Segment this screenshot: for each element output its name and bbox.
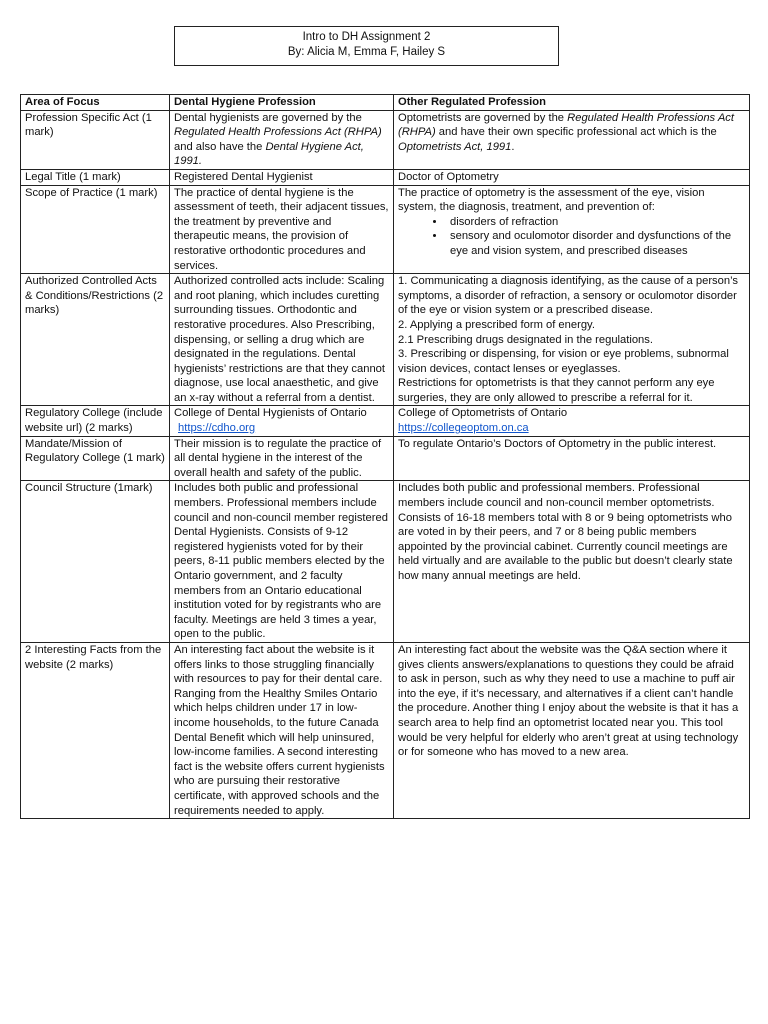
row-label: Mandate/Mission of Regulatory College (1 mark)	[21, 436, 170, 481]
opt-scope-cell	[394, 185, 750, 274]
row-label: Profession Specific Act (1 mark)	[21, 110, 170, 169]
row-label: Authorized Controlled Acts & Conditions/Restrictions (2 marks)	[21, 274, 170, 406]
document-authors: By: Alicia M, Emma F, Hailey S	[287, 46, 446, 58]
table-row-facts	[21, 642, 750, 818]
opt-title-cell: Doctor of Optometry	[394, 169, 750, 185]
council-para: Consists of 16-18 members total with 8 or 9 being optometrists who are voted in by their peers, and 7 or 8 being public members appointed by the provincial cabinet. Currently council meetings are held virtually and are available to the public but doesn’t clearly state how many annual meetings are held.	[398, 511, 733, 582]
act-name: Dental Hygiene Act, 1991.	[174, 140, 364, 168]
list-item: 2.1 Prescribing drugs designated in the regulations.	[398, 333, 653, 346]
collegeoptom-link[interactable]: https://collegeoptom.on.ca	[398, 422, 529, 435]
text: and also have the	[174, 140, 266, 153]
row-label: Regulatory College (include website url) (2 marks)	[21, 406, 170, 436]
header-area-of-focus: Area of Focus	[21, 95, 170, 111]
council-para: Includes both public and professional members. Professional members include council and non-council member optometrists.	[398, 482, 715, 510]
table-row-controlled-acts	[21, 274, 750, 406]
row-label: 2 Interesting Facts from the website (2 marks)	[21, 642, 170, 818]
text: Optometrists are governed by the	[398, 111, 568, 124]
comparison-table	[20, 94, 750, 819]
opt-scope-intro: The practice of optometry is the assessment of the eye, vision system, the diagnosis, treatment, and prevention of:	[398, 186, 705, 214]
table-row-mandate	[21, 436, 750, 481]
dh-mandate-cell: Their mission is to regulate the practice of all dental hygiene in the interest of the overall health and safety of the public.	[170, 436, 394, 481]
title-box	[174, 26, 559, 66]
act-name: Optometrists Act, 1991	[398, 140, 512, 153]
dh-facts-cell: An interesting fact about the website is it offers links to those struggling financially with resources to pay for their dental care. Ranging from the Healthy Smiles Ontario which helps children under 17 in low-income households, to the future Canada Dental Benefit which will help uninsured, low-income families. A second interesting fact is the website offers current hygienists who are pursuing their restorative certificate, with approved schools and the requirements needed to apply.	[170, 642, 394, 818]
opt-act-cell	[394, 110, 750, 169]
dh-acts-cell: Authorized controlled acts include: Scaling and root planing, which includes curetting surrounding tissues. Orthodontic and restorative procedures. Also Prescribing, dispensing, or selling a drug which are designated in the regulations. Dental hygienists’ restrictions are that they cannot diagnose, use local anaesthetic, and give an x-ray without a referral from a dentist.	[170, 274, 394, 406]
dh-college-cell	[170, 406, 394, 436]
dh-scope-cell: The practice of dental hygiene is the assessment of teeth, their adjacent tissues, the treatment by preventive and therapeutic means, the provision of restorative orthodontic procedures and services.	[170, 185, 394, 274]
college-name: College of Dental Hygienists of Ontario	[174, 407, 367, 420]
list-item: 1. Communicating a diagnosis identifying, as the cause of a person’s symptoms, a disorder of refraction, a sensory or oculomotor disorder of the eye or vision system or a prescribed disease.	[398, 275, 738, 317]
document-title: Intro to DH Assignment 2	[302, 31, 431, 43]
table-row-council	[21, 481, 750, 643]
text: and have their own specific professional act which is the	[435, 126, 717, 139]
table-row-college	[21, 406, 750, 436]
opt-council-cell	[394, 481, 750, 643]
opt-facts-cell: An interesting fact about the website was the Q&A section where it gives clients answers/explanations to questions they could be afraid to ask in person, such as why they need to use a machine to puff air into the eye, if it’s necessary, and alternatives if a client can’t handle the procedure. Another thing I enjoy about the website is that it has a search area to help find an optometrist located near you. This tool would be very helpful for elderly who aren’t great at using technology or for someone who has moved to a new area.	[394, 642, 750, 818]
text: Dental hygienists are governed by the	[174, 111, 362, 124]
header-other-profession: Other Regulated Profession	[394, 95, 750, 111]
opt-scope-list	[398, 215, 745, 259]
college-name: College of Optometrists of Ontario	[398, 407, 568, 420]
row-label: Legal Title (1 mark)	[21, 169, 170, 185]
cdho-link[interactable]: https://cdho.org	[178, 422, 256, 435]
dh-council-cell: Includes both public and professional members. Professional members include council and non-council member registered Dental Hygienists. Consists of 9-12 registered hygienists voted for by their peers, 8-11 public members elected by the Ontario government, and 2 faculty members from an Ontario educational institution voted for by registrants who are faculty. Meetings are held 3 times a year, open to the public.	[170, 481, 394, 643]
opt-acts-cell	[394, 274, 750, 406]
opt-college-cell	[394, 406, 750, 436]
opt-mandate-cell: To regulate Ontario’s Doctors of Optometry in the public interest.	[394, 436, 750, 481]
row-label: Council Structure (1mark)	[21, 481, 170, 643]
table-row-scope	[21, 185, 750, 274]
act-name: Regulated Health Professions Act (RHPA)	[398, 111, 735, 139]
list-item: 2. Applying a prescribed form of energy.	[398, 318, 595, 331]
table-row-act	[21, 110, 750, 169]
row-label: Scope of Practice (1 mark)	[21, 185, 170, 274]
list-item: • sensory and oculomotor disorder and dysfunctions of the eye and vision system, and prescribed diseases	[446, 229, 745, 258]
text: .	[511, 140, 515, 153]
list-item: • disorders of refraction	[446, 215, 745, 230]
restrictions-text: Restrictions for optometrists is that they cannot perform any eye surgeries, they are only allowed to prescribe a referral for it.	[398, 377, 715, 404]
table-header-row	[21, 95, 750, 111]
header-dental-hygiene: Dental Hygiene Profession	[170, 95, 394, 111]
list-item: 3. Prescribing or dispensing, for vision or eye problems, subnormal vision devices, contact lenses or eyeglasses.	[398, 348, 729, 375]
table-row-title	[21, 169, 750, 185]
act-name: Regulated Health Professions Act (RHPA)	[174, 126, 382, 139]
dh-title-cell: Registered Dental Hygienist	[170, 169, 394, 185]
dh-act-cell	[170, 110, 394, 169]
